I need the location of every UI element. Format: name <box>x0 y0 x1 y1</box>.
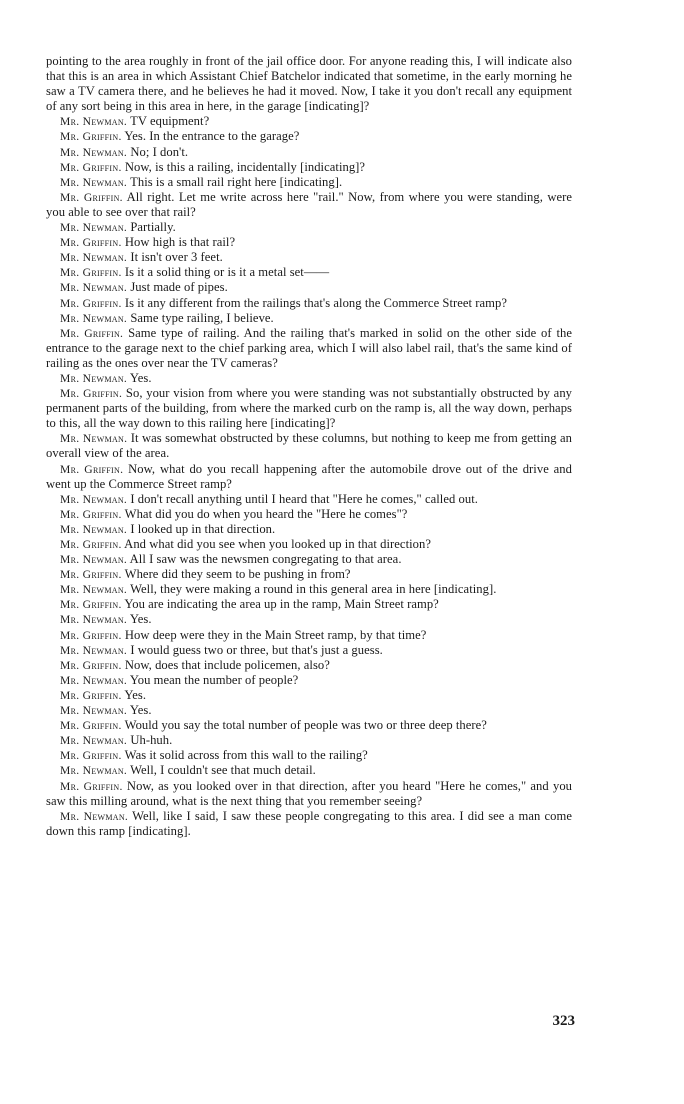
testimony-line <box>46 114 572 129</box>
testimony-line <box>46 507 572 522</box>
speaker-label: Mr. Newman. <box>60 221 128 235</box>
utterance-text: Yes. <box>129 370 152 385</box>
testimony-line <box>46 658 572 673</box>
speaker-label: Mr. Griffin. <box>60 749 122 763</box>
testimony-line <box>46 462 572 492</box>
testimony-line <box>46 597 572 612</box>
speaker-label: Mr. Newman. <box>60 734 128 748</box>
utterance-text: Partially. <box>130 220 176 235</box>
speaker-label: Mr. Griffin. <box>60 462 124 476</box>
utterance-text: All right. Let me write across here "rail." Now, from where you were standing, were you able to see over that rail? <box>46 189 572 219</box>
testimony-line <box>46 703 572 718</box>
speaker-label: Mr. Newman. <box>60 673 128 687</box>
speaker-label: Mr. Newman. <box>60 583 128 597</box>
utterance-text: Same type railing, I believe. <box>130 310 274 325</box>
testimony-line <box>46 129 572 144</box>
testimony-turns <box>46 114 572 839</box>
speaker-label: Mr. Griffin. <box>60 266 122 280</box>
testimony-line <box>46 809 572 839</box>
utterance-text: It was somewhat obstructed by these columns, but nothing to keep me from getting an overall view of the area. <box>46 431 572 461</box>
testimony-line <box>46 296 572 311</box>
testimony-line <box>46 673 572 688</box>
testimony-line <box>46 733 572 748</box>
utterance-text: Now, is this a railing, incidentally [indicating]? <box>124 159 366 174</box>
testimony-line <box>46 160 572 175</box>
utterance-text: No; I don't. <box>130 144 189 159</box>
testimony-line <box>46 371 572 386</box>
speaker-label: Mr. Griffin. <box>60 779 123 793</box>
utterance-text: Well, I couldn't see that much detail. <box>130 763 316 778</box>
speaker-label: Mr. Griffin. <box>60 628 122 642</box>
testimony-line <box>46 326 572 371</box>
speaker-label: Mr. Newman. <box>60 492 128 506</box>
testimony-line <box>46 190 572 220</box>
speaker-label: Mr. Griffin. <box>60 658 122 672</box>
speaker-label: Mr. Newman. <box>60 145 128 159</box>
utterance-text: Where did they seem to be pushing in from? <box>124 567 351 582</box>
testimony-line <box>46 220 572 235</box>
speaker-label: Mr. Griffin. <box>60 296 122 310</box>
testimony-line <box>46 431 572 461</box>
utterance-text: How deep were they in the Main Street ramp, by that time? <box>124 627 427 642</box>
utterance-text: Yes. In the entrance to the garage? <box>124 129 300 144</box>
speaker-label: Mr. Griffin. <box>60 190 123 204</box>
testimony-line <box>46 643 572 658</box>
utterance-text: Now, what do you recall happening after the automobile drove out of the drive and went up the Commerce Street ramp? <box>46 461 572 491</box>
testimony-line <box>46 628 572 643</box>
speaker-label: Mr. Newman. <box>60 251 128 265</box>
transcript-page <box>46 54 572 839</box>
speaker-label: Mr. Griffin. <box>60 719 122 733</box>
speaker-label: Mr. Newman. <box>60 764 128 778</box>
testimony-line <box>46 386 572 431</box>
utterance-text: It isn't over 3 feet. <box>130 250 223 265</box>
utterance-text: Is it any different from the railings that's along the Commerce Street ramp? <box>124 295 507 310</box>
utterance-text: Yes. <box>129 703 152 718</box>
utterance-text: Just made of pipes. <box>130 280 228 295</box>
speaker-label: Mr. Griffin. <box>60 130 122 144</box>
utterance-text: Well, they were making a round in this general area in here [indicating]. <box>130 582 497 597</box>
testimony-line <box>46 145 572 160</box>
utterance-text: How high is that rail? <box>124 235 236 250</box>
speaker-label: Mr. Newman. <box>60 175 128 189</box>
testimony-line <box>46 552 572 567</box>
speaker-label: Mr. Griffin. <box>60 688 122 702</box>
utterance-text: I don't recall anything until I heard that "Here he comes," called out. <box>130 491 478 506</box>
page-number: 323 <box>552 1013 575 1029</box>
utterance-text: This is a small rail right here [indicating]. <box>130 174 343 189</box>
speaker-label: Mr. Newman. <box>60 432 128 446</box>
utterance-text: Same type of railing. And the railing that's marked in solid on the other side of the entrance to the garage next to the chief parking area, which I will also label rail, that's the same kind of railing as the ones over near the TV cameras? <box>46 325 572 370</box>
speaker-label: Mr. Newman. <box>60 371 128 385</box>
utterance-text: What did you do when you heard the "Here he comes"? <box>124 506 408 521</box>
testimony-line <box>46 235 572 250</box>
testimony-line <box>46 582 572 597</box>
testimony-line <box>46 748 572 763</box>
speaker-label: Mr. Griffin. <box>60 326 124 340</box>
utterance-text: TV equipment? <box>130 114 210 129</box>
speaker-label: Mr. Newman. <box>60 704 128 718</box>
utterance-text: Yes. <box>124 687 147 702</box>
testimony-line <box>46 779 572 809</box>
utterance-text: I would guess two or three, but that's just a guess. <box>130 642 383 657</box>
utterance-text: You are indicating the area up in the ramp, Main Street ramp? <box>124 597 439 612</box>
speaker-label: Mr. Griffin. <box>60 538 122 551</box>
speaker-label: Mr. Newman. <box>60 643 128 657</box>
utterance-text: You mean the number of people? <box>129 672 299 687</box>
utterance-text: And what did you see when you looked up in that direction? <box>124 537 432 551</box>
speaker-label: Mr. Griffin. <box>60 387 123 401</box>
testimony-line <box>46 763 572 778</box>
utterance-text: I looked up in that direction. <box>130 521 276 536</box>
utterance-text: All I saw was the newsmen congregating to that area. <box>129 552 402 567</box>
utterance-text: Now, does that include policemen, also? <box>124 657 330 672</box>
lead-paragraph: pointing to the area roughly in front of the jail office door. For anyone reading this, I will indicate also that this is an area in which Assistant Chief Batchelor indicated that sometime, in the early morning he saw a TV camera there, and he believes he had it moved. Now, I take it you don't recall any equipment of any sort being in this area in here, in the garage [indicating]? <box>46 54 572 114</box>
utterance-text: Would you say the total number of people was two or three deep there? <box>124 718 487 733</box>
testimony-line <box>46 612 572 627</box>
utterance-text: Now, as you looked over in that direction, after you heard "Here he comes," and you saw this milling around, what is the next thing that you remember seeing? <box>46 778 573 808</box>
speaker-label: Mr. Griffin. <box>60 236 122 250</box>
testimony-line <box>46 280 572 295</box>
testimony-line <box>46 492 572 507</box>
speaker-label: Mr. Griffin. <box>60 507 122 521</box>
testimony-line <box>46 250 572 265</box>
speaker-label: Mr. Griffin. <box>60 568 122 582</box>
testimony-line <box>46 265 572 280</box>
speaker-label: Mr. Newman. <box>60 522 128 536</box>
speaker-label: Mr. Newman. <box>60 809 129 823</box>
testimony-line <box>46 175 572 190</box>
testimony-line <box>46 567 572 582</box>
utterance-text: Well, like I said, I saw these people congregating to this area. I did see a man come down this ramp [indicating]. <box>46 808 572 838</box>
utterance-text: Uh-huh. <box>130 733 173 748</box>
speaker-label: Mr. Newman. <box>60 281 128 295</box>
testimony-line <box>46 311 572 326</box>
speaker-label: Mr. Griffin. <box>60 160 122 174</box>
testimony-line <box>46 522 572 537</box>
utterance-text: So, your vision from where you were standing was not substantially obstructed by any permanent parts of the building, from where the marked curb on the ramp is, all the way down, perhaps to this, all the way down to this railing here [indicating]? <box>46 386 573 431</box>
speaker-label: Mr. Newman. <box>60 311 128 325</box>
testimony-line <box>46 537 572 552</box>
testimony-line <box>46 718 572 733</box>
speaker-label: Mr. Newman. <box>60 613 128 627</box>
speaker-label: Mr. Newman. <box>60 115 128 129</box>
utterance-text: Yes. <box>129 612 152 627</box>
utterance-text: Is it a solid thing or is it a metal set—— <box>124 265 330 280</box>
speaker-label: Mr. Griffin. <box>60 598 122 612</box>
utterance-text: Was it solid across from this wall to the railing? <box>124 748 368 763</box>
speaker-label: Mr. Newman. <box>60 553 128 567</box>
testimony-line <box>46 688 572 703</box>
